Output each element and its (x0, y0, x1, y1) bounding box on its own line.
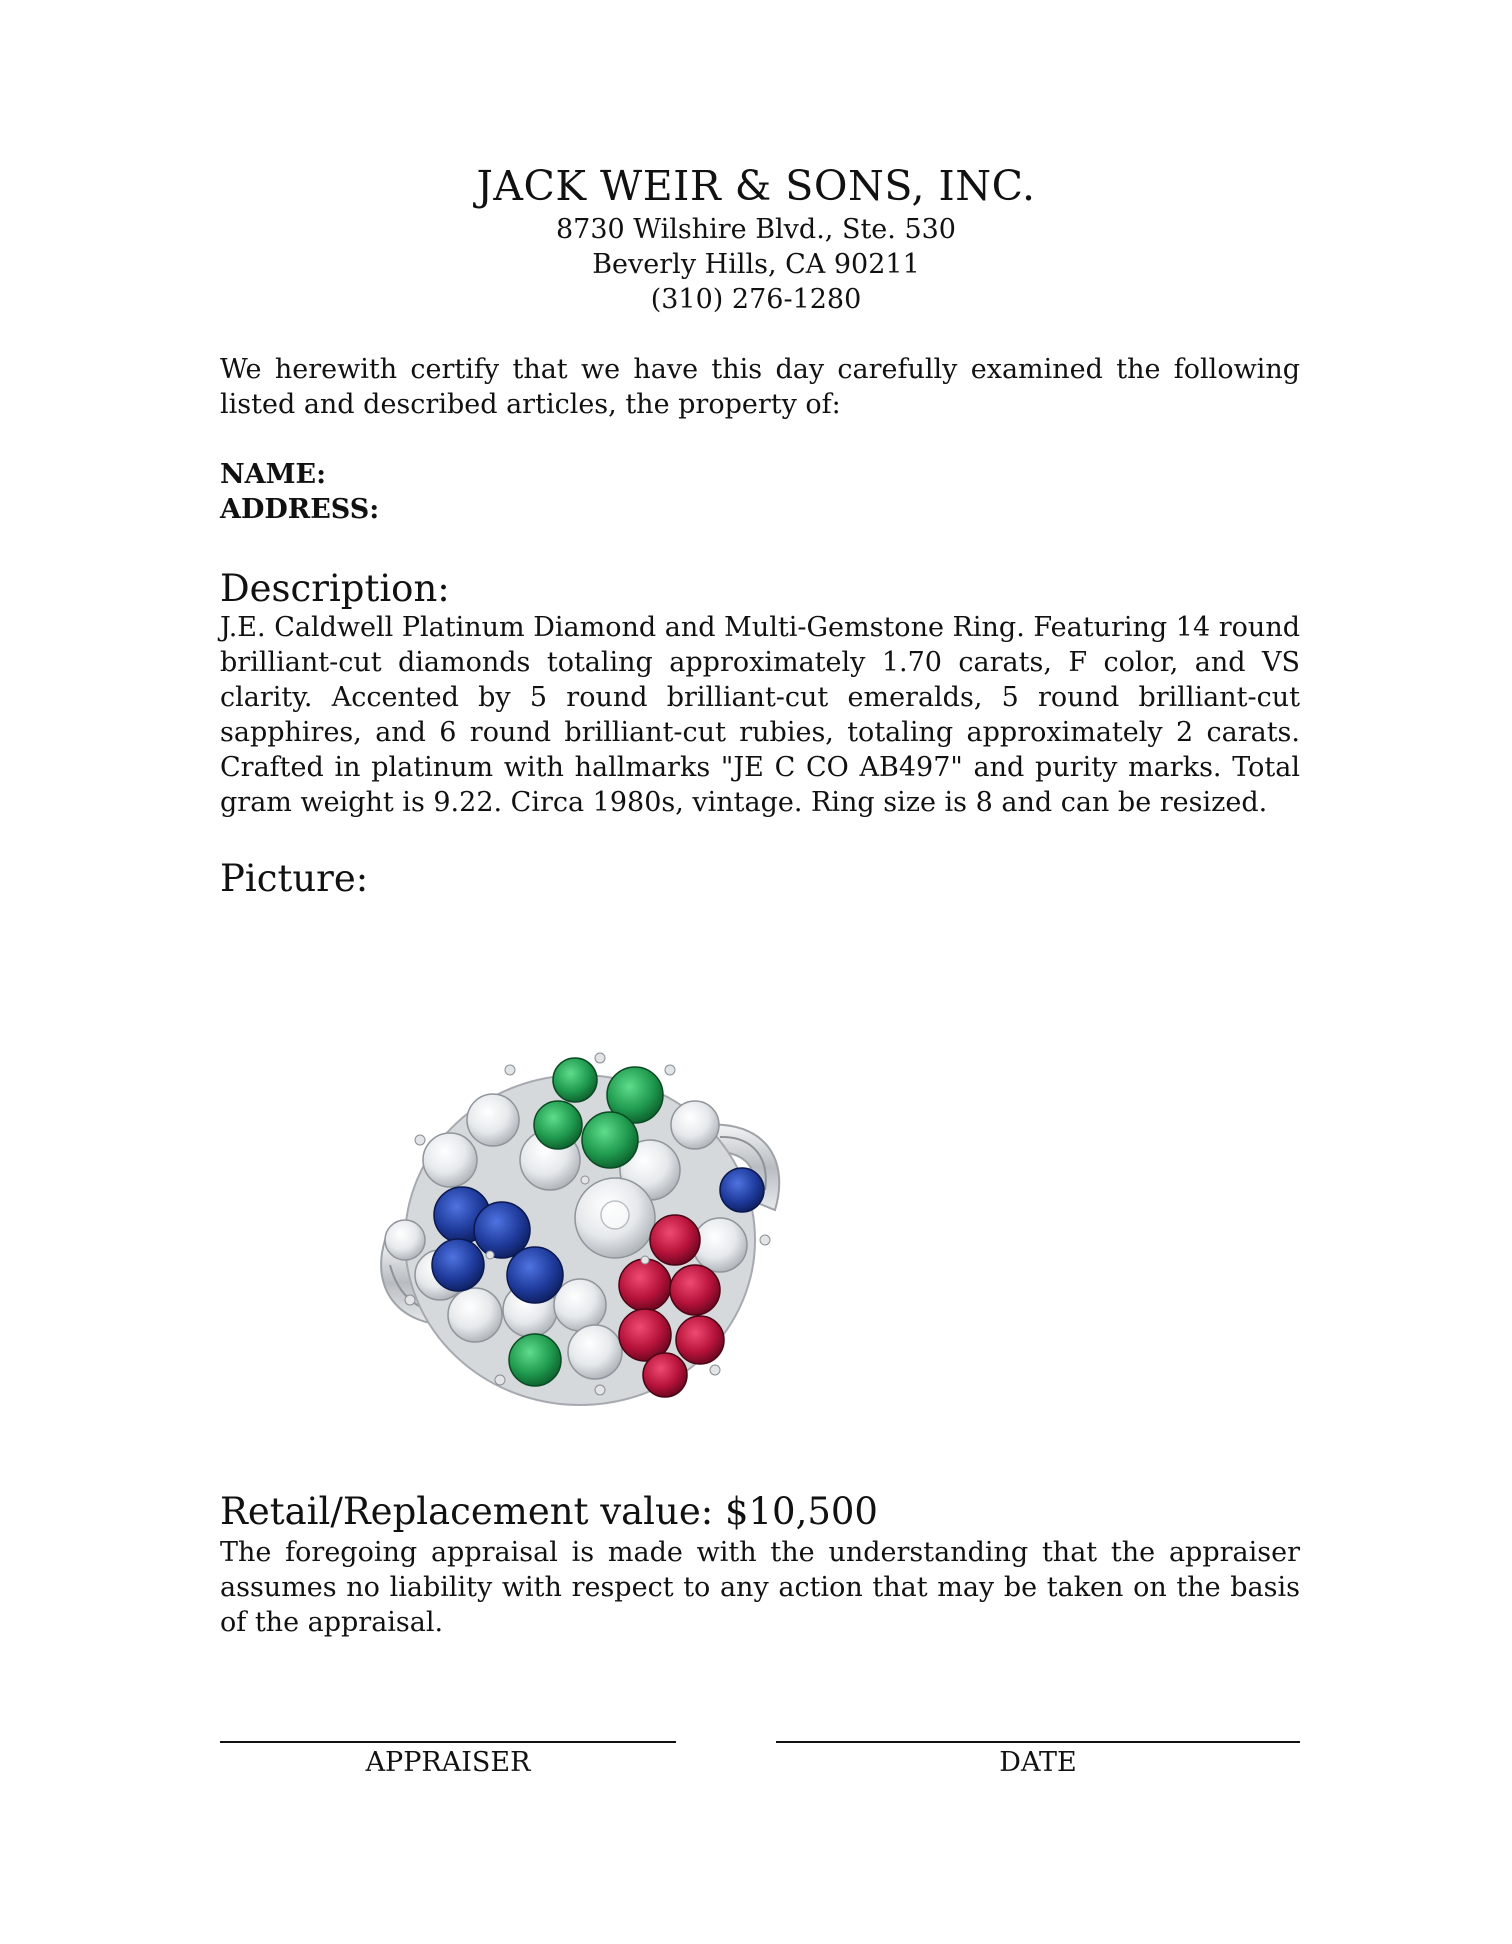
ring-photo (370, 1040, 800, 1420)
picture-heading: Picture: (220, 857, 369, 900)
date-label: DATE (999, 1747, 1077, 1778)
appraiser-signature-line (220, 1741, 676, 1743)
description-text: J.E. Caldwell Platinum Diamond and Multi-Gemstone Ring. Featuring 14 round brilliant-cut diamonds totaling approximately 1.70 carats, F color, and VS clarity. Accented by 5 round brilliant-cut emeralds, 5 round brilliant-cut sapphires, and 6 round brilliant-cut rubies, totaling approximately 2 carats. Crafted in platinum with hallmarks "JE C CO AB497" and purity marks. Total gram weight is 9.22. Circa 1980s, vintage. Ring size is 8 and can be resized. (220, 612, 1300, 818)
name-label: NAME: (220, 459, 327, 490)
date-signature-line (776, 1741, 1300, 1743)
letterhead (0, 160, 1512, 317)
address-label: ADDRESS: (220, 494, 380, 525)
description-heading: Description: (220, 567, 450, 610)
owner-fields (220, 457, 1300, 527)
company-name: JACK WEIR & SONS, INC. (476, 162, 1036, 210)
liability-disclaimer: The foregoing appraisal is made with the understanding that the appraiser assumes no liability with respect to any action that may be taken on the basis of the appraisal. (220, 1537, 1300, 1638)
value-heading: Retail/Replacement value: $10,500 (220, 1490, 878, 1533)
phone-number: (310) 276-1280 (650, 284, 862, 315)
city-state-zip: Beverly Hills, CA 90211 (592, 249, 920, 280)
certification-intro: We herewith certify that we have this day carefully examined the following listed and described articles, the property of: (220, 354, 1300, 420)
appraiser-label: APPRAISER (365, 1747, 531, 1778)
street-address: 8730 Wilshire Blvd., Ste. 530 (556, 214, 956, 245)
